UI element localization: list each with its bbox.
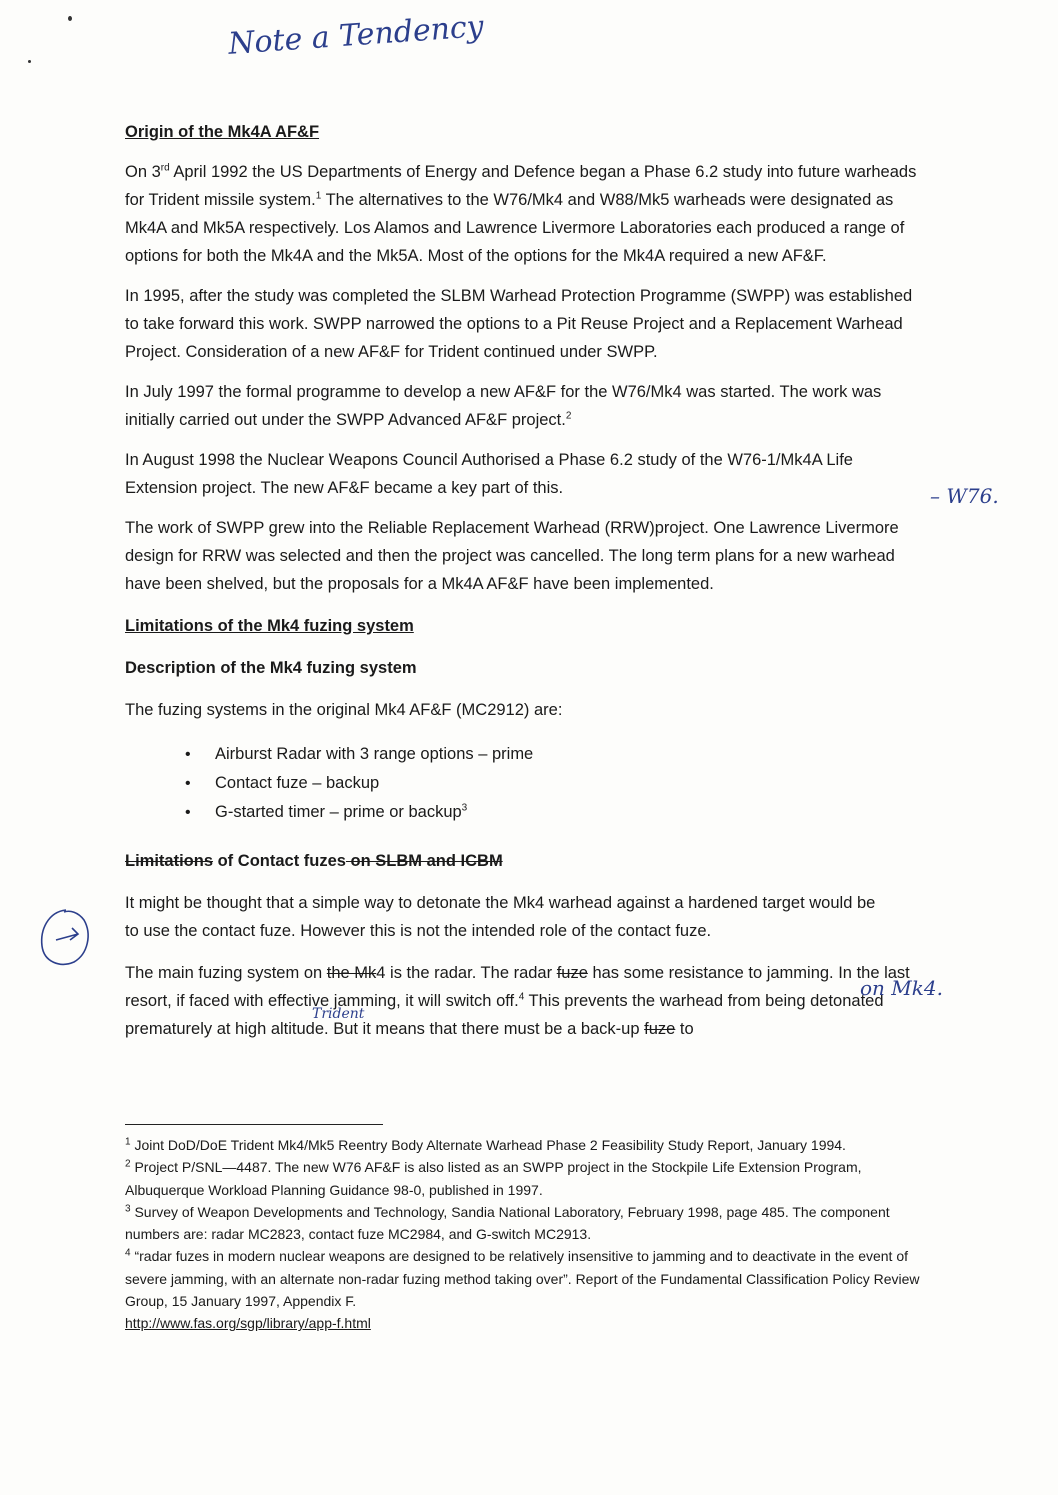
footnote-link[interactable]: http://www.fas.org/sgp/library/app-f.html (125, 1315, 371, 1332)
handwritten-circle-mark (36, 906, 96, 972)
handwritten-margin-note: on Mk4. (860, 976, 943, 1000)
origin-paragraph-2: In 1995, after the study was completed the SLBM Warhead Protection Programme (SWPP) was established to take forward this work. SWPP narrowed the options to a Pit Reuse Project and a Replacement Warhead Project. Consideration of a new AF&F for Trident continued under SWPP. (125, 287, 913, 361)
footnote-ref: 1 (315, 190, 322, 202)
fuzing-systems-list (125, 740, 925, 827)
scan-speck (68, 16, 72, 21)
footnote-ref: 3 (461, 802, 468, 814)
contact-fuzes-heading: Limitations of Contact fuzes on SLBM and ICBM (125, 852, 503, 870)
description-intro: The fuzing systems in the original Mk4 AF&F (MC2912) are: (125, 701, 563, 719)
contact-paragraph-2: The main fuzing system on the Mk4 is the radar. The radar fuze has some resistance to jamming. In the last resort, if faced with effective jamming, it will switch off.$^4$ This prevents the warhead from being detonated prematurely at high altitude. But it means that there must be a back-up fuze to (125, 964, 910, 1038)
footnote: $^1$ Joint DoD/DoE Trident Mk4/Mk5 Reentry Body Alternate Warhead Phase 2 Feasibility Study Report, January 1994. (125, 1136, 846, 1153)
limitations-heading: Limitations of the Mk4 fuzing system (125, 617, 414, 635)
origin-heading: Origin of the Mk4A AF&F (125, 123, 320, 141)
origin-paragraph-4: In August 1998 the Nuclear Weapons Council Authorised a Phase 6.2 study of the W76-1/Mk4A Life Extension project. The new AF&F became a key part of this. (125, 451, 853, 497)
footnotes (125, 1134, 935, 1335)
handwritten-insert: Trident (312, 1006, 365, 1022)
contact-paragraph-1: It might be thought that a simple way to detonate the Mk4 warhead against a hardened target would be to use the contact fuze. However this is not the intended role of the contact fuze. (125, 894, 876, 940)
footnote: $^4$ “radar fuzes in modern nuclear weapons are designed to be relatively insensitive to jamming and to deactivate in the event of severe jamming, with an alternate non-radar fuzing method taking over”. Report of the Fundamental Classification Policy Review Group, 15 January 1997, Appendix F. (125, 1247, 920, 1310)
main-text (125, 118, 925, 1043)
origin-paragraph-3: In July 1997 the formal programme to develop a new AF&F for the W76/Mk4 was started. The work was initially carried out under the SWPP Advanced AF&F project.$^2$ (125, 383, 882, 429)
footnote-divider (125, 1124, 383, 1125)
scan-speck (28, 60, 31, 63)
footnote-ref: 2 (565, 410, 572, 422)
origin-paragraph-1: On 3rd April 1992 the US Departments of Energy and Defence began a Phase 6.2 study into future warheads for Trident missile system.$^1$ The alternatives to the W76/Mk4 and W88/Mk5 warheads were designated as Mk4A and Mk5A respectively. Los Alamos and Lawrence Livermore Laboratories each produced a range of options for both the Mk4A and the Mk5A. Most of the options for the Mk4A required a new AF&F. (125, 162, 917, 265)
footnote: $^2$ Project P/SNL—4487. The new W76 AF&F is also listed as an SWPP project in the Stockpile Life Extension Program, Albuquerque Workload Planning Guidance 98-0, published in 1997. (125, 1158, 862, 1198)
footnote-ref: 4 (518, 991, 525, 1003)
origin-paragraph-5: The work of SWPP grew into the Reliable Replacement Warhead (RRW)project. One Lawrence Livermore design for RRW was selected and then the project was cancelled. The long term plans for a new warhead have been shelved, but the proposals for a Mk4A AF&F have been implemented. (125, 519, 899, 593)
list-item: • G-started timer – prime or backup$^3$ (215, 798, 925, 827)
description-heading: Description of the Mk4 fuzing system (125, 659, 417, 677)
list-item: • Contact fuze – backup (215, 769, 925, 798)
list-item: • Airburst Radar with 3 range options – prime (215, 740, 925, 769)
footnote: $^3$ Survey of Weapon Developments and Technology, Sandia National Laboratory, February 1998, page 485. The component numbers are: radar MC2823, contact fuze MC2984, and G-switch MC2913. (125, 1203, 890, 1243)
handwritten-note: Note a Tendency (227, 9, 485, 62)
handwritten-margin-note: – W76. (930, 484, 999, 508)
